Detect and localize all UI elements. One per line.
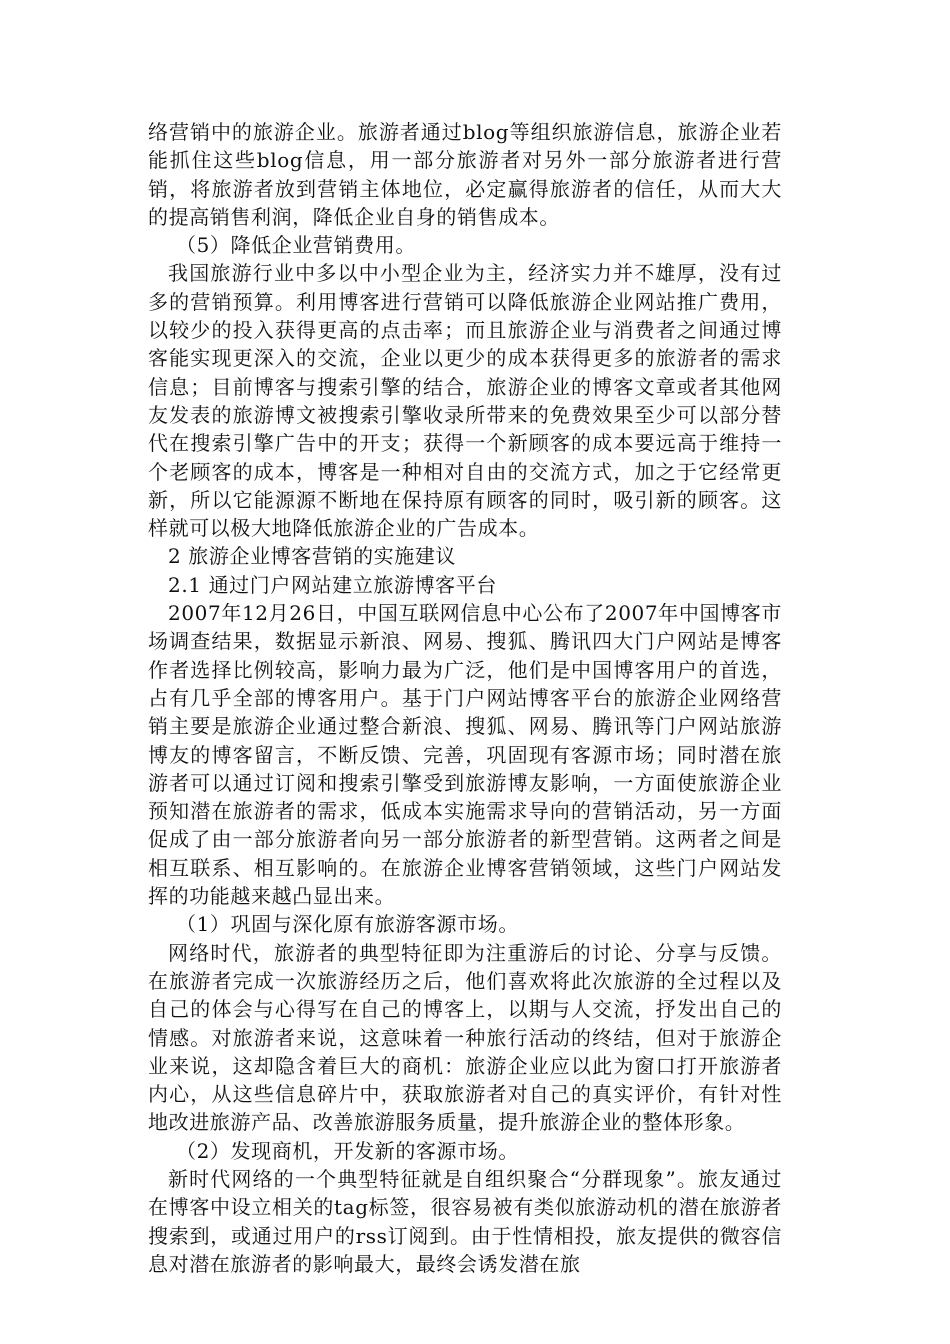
body-paragraph: 网络时代，旅游者的典型特征即为注重游后的讨论、分享与反馈。在旅游者完成一次旅游经历之后，他们喜欢将此次旅游的全过程以及自己的体会与心得写在自己的博客上，以期与人交流，抒发出自己的情感。对旅游者来说，这意味着一种旅行活动的终结，但对于旅游企业来说，这却隐含着巨大的商机：旅游企业应以此为窗口打开旅游者内心，从这些信息碎片中，获取旅游者对自己的真实评价，有针对性地改进旅游产品、改善旅游服务质量，提升旅游企业的整体形象。 <box>148 940 782 1135</box>
body-paragraph: 2007年12月26日，中国互联网信息中心公布了2007年中国博客市场调查结果，数据显示新浪、网易、搜狐、腾讯四大门户网站是博客作者选择比例较高，影响力最为广泛，他们是中国博客用户的首选，占有几乎全部的博客用户。基于门户网站博客平台的旅游企业网络营销主要是旅游企业通过整合新浪、搜狐、网易、腾讯等门户网站旅游博友的博客留言，不断反馈、完善，巩固现有客源市场；同时潜在旅游者可以通过订阅和搜索引擎受到旅游博友影响，一方面使旅游企业预知潜在旅游者的需求，低成本实施需求导向的营销活动，另一方面促成了由一部分旅游者向另一部分旅游者的新型营销。这两者之间是相互联系、相互影响的。在旅游企业博客营销领域，这些门户网站发挥的功能越来越凸显出来。 <box>148 601 782 909</box>
body-paragraph: 络营销中的旅游企业。旅游者通过blog等组织旅游信息，旅游企业若能抓住这些blog信息，用一部分旅游者对另外一部分旅游者进行营销，将旅游者放到营销主体地位，必定赢得旅游者的信任，从而大大的提高销售利润，降低企业自身的销售成本。 <box>148 120 782 229</box>
list-heading-1: （1）巩固与深化原有旅游客源市场。 <box>176 912 519 937</box>
document-body <box>148 118 782 1278</box>
subsection-heading-2-1: 2.1 通过门户网站建立旅游博客平台 <box>168 572 497 597</box>
list-heading-5: （5）降低企业营销费用。 <box>176 233 416 258</box>
body-paragraph: 新时代网络的一个典型特征就是自组织聚合“分群现象”。旅友通过在博客中设立相关的tag标签，很容易被有类似旅游动机的潜在旅游者搜索到，或通过用户的rss订阅到。由于性情相投，旅友提供的微容信息对潜在旅游者的影响最大，最终会诱发潜在旅 <box>148 1166 782 1276</box>
section-heading-2: 2 旅游企业博客营销的实施建议 <box>168 544 457 569</box>
body-paragraph: 我国旅游行业中多以中小型企业为主，经济实力并不雄厚，没有过多的营销预算。利用博客进行营销可以降低旅游企业网站推广费用，以较少的投入获得更高的点击率；而且旅游企业与消费者之间通过博客能实现更深入的交流，企业以更少的成本获得更多的旅游者的需求信息；目前博客与搜索引擎的结合，旅游企业的博客文章或者其他网友发表的旅游博文被搜索引擎收录所带来的免费效果至少可以部分替代在搜索引擎广告中的开支；获得一个新顾客的成本要远高于维持一个老顾客的成本，博客是一种相对自由的交流方式，加之于它经常更新，所以它能源源不断地在保持原有顾客的同时，吸引新的顾客。这样就可以极大地降低旅游企业的广告成本。 <box>148 261 782 541</box>
list-heading-2: （2）发现商机，开发新的客源市场。 <box>176 1138 519 1163</box>
